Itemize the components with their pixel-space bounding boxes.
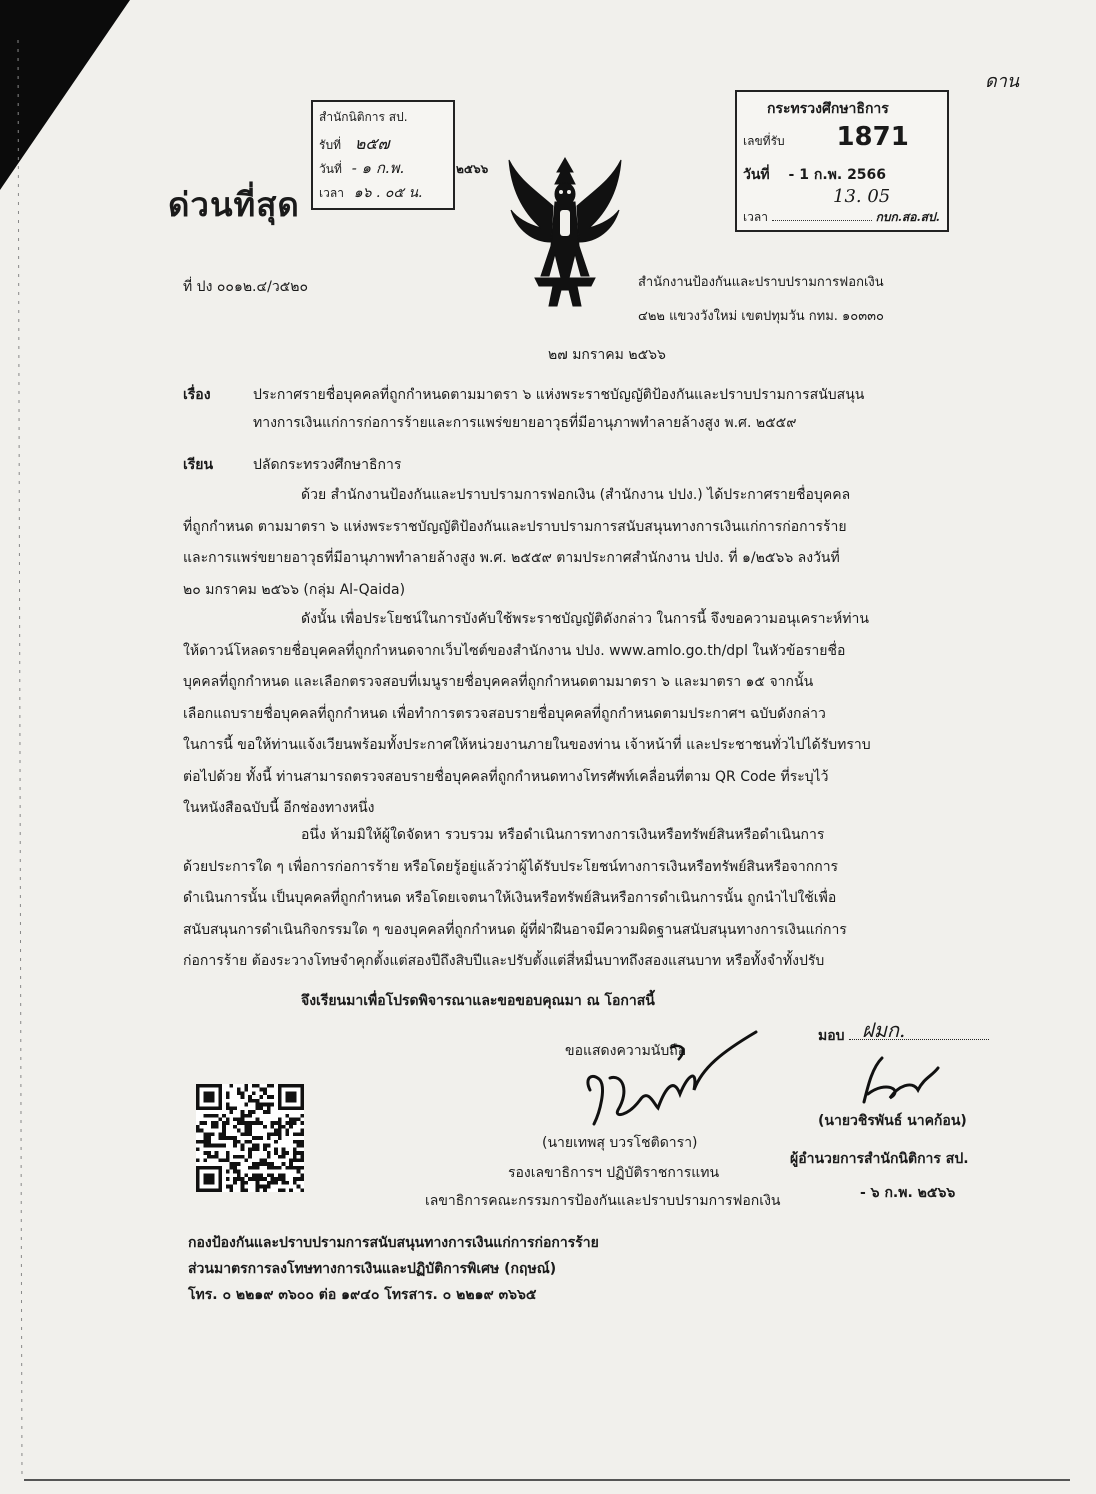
stamp-ministry-time-label: เวลา	[743, 210, 768, 224]
subject-line-2: ทางการเงินแก่การก่อการร้ายและการแพร่ขยายอาวุธที่มีอานุภาพทำลายล้างสูง พ.ศ. ๒๕๕๙	[253, 415, 797, 431]
paragraph-2-line: ต่อไปด้วย ทั้งนี้ ท่านสามารถตรวจสอบรายชื่อบุคคลที่ถูกกำหนดทางโทรศัพท์เคลื่อนที่ตาม QR Code ที่ระบุไว้	[183, 768, 829, 785]
signer-position-1: รองเลขาธิการฯ ปฏิบัติราชการแทน	[508, 1165, 720, 1181]
director-position: ผู้อำนวยการสำนักนิติการ สป.	[790, 1151, 969, 1167]
paragraph-2-line: ให้ดาวน์โหลดรายชื่อบุคคลที่ถูกกำหนดจากเว็บไซต์ของสำนักงาน ปปง. www.amlo.go.th/dpl ในหัวข้อรายชื่อ	[183, 642, 846, 659]
stamp-ministry-time-handwritten: 13. 05	[833, 186, 891, 207]
stamp-no-label: รับที่	[319, 138, 341, 152]
director-signature-image	[846, 1050, 946, 1110]
urgency-label: ด่วนที่สุด	[168, 185, 300, 224]
sender-address: ๔๒๒ แขวงวังใหม่ เขตปทุมวัน กทม. ๑๐๓๓๐	[638, 309, 884, 324]
stamp-no-value: ๒๕๗	[354, 134, 390, 153]
paragraph-2-line: บุคคลที่ถูกกำหนด และเลือกตรวจสอบที่เมนูรายชื่อบุคคลที่ถูกกำหนดตามมาตรา ๖ และมาตรา ๑๕ จากนั้น	[183, 674, 814, 690]
stamp-ministry-name: กระทรวงศึกษาธิการ	[767, 101, 889, 117]
assign-label-text: มอบ	[818, 1028, 845, 1044]
document-date: ๒๗ มกราคม ๒๕๖๖	[548, 347, 666, 363]
paragraph-1-line: ด้วย สำนักงานป้องกันและปราบปรามการฟอกเงิน (สำนักงาน ปปง.) ได้ประกาศรายชื่อบุคคล	[301, 487, 851, 503]
closing-line: จึงเรียนมาเพื่อโปรดพิจารณาและขอขอบคุณมา ณ โอกาสนี้	[301, 993, 655, 1009]
stamp-time-label: เวลา	[319, 186, 344, 200]
stamp-time-row	[319, 182, 423, 204]
stamp-date-value: - ๑ ก.พ.	[351, 159, 405, 177]
stamp-ministry-no-value: 1871	[836, 122, 909, 152]
year-fragment: ๒๕๖๖	[456, 162, 489, 176]
recipient-label: เรียน	[183, 457, 214, 473]
paragraph-1-line: และการแพร่ขยายอาวุธที่มีอานุภาพทำลายล้างสูง พ.ศ. ๒๕๕๙ ตามประกาศสำนักงาน ปปง. ที่ ๑/๒๕๖๖ ลงวันที่	[183, 550, 840, 566]
regards-text: ขอแสดงความนับถือ	[565, 1043, 687, 1059]
paragraph-2-line: เลือกแถบรายชื่อบุคคลที่ถูกกำหนด เพื่อทำการตรวจสอบรายชื่อบุคคลที่ถูกกำหนดตามประกาศฯ ฉบับดังกล่าว	[183, 705, 826, 722]
stamp-ministry-no-label: เลขที่รับ	[743, 134, 785, 148]
sender-address-block	[638, 266, 884, 334]
stamp-ministry-time-row	[743, 208, 941, 227]
paragraph-3-line: ดำเนินการนั้น เป็นบุคคลที่ถูกกำหนด หรือโดยเจตนาให้เงินหรือทรัพย์สินหรือการดำเนินการนั้น ถูกนำไปใช้เพื่อ	[183, 890, 837, 906]
subject-line-1: ประกาศรายชื่อบุคคลที่ถูกกำหนดตามมาตรา ๖ แห่งพระราชบัญญัติป้องกันและปราบปรามการสนับสนุน	[253, 387, 865, 403]
stamp-time-value: ๑๖ . ๐๕ น.	[353, 185, 423, 201]
paragraph-3-line: ก่อการร้าย ต้องระวางโทษจำคุกตั้งแต่สองปีถึงสิบปีและปรับตั้งแต่สี่หมื่นบาทถึงสองแสนบาท หรือทั้งจำทั้งปรับ	[183, 953, 825, 969]
stamp-ministry-date-row	[743, 164, 886, 186]
stamp-ministry-date-value: - 1 ก.พ. 2566	[788, 167, 887, 183]
stamp-no-row	[319, 132, 390, 157]
paragraph-1-line: ๒๐ มกราคม ๒๕๖๖ (กลุ่ม Al-Qaida)	[183, 581, 406, 598]
director-name: (นายวชิรพันธ์ นาคก้อน)	[818, 1113, 967, 1129]
stamp-ministry-dept: กบก.สอ.สป.	[875, 210, 940, 224]
signer-name: (นายเทพสุ บวรโชติดารา)	[542, 1135, 698, 1151]
paragraph-3	[183, 820, 847, 978]
office-received-stamp	[311, 100, 455, 210]
paragraph-2	[183, 604, 871, 825]
footer-division: กองป้องกันและปราบปรามการสนับสนุนทางการเงินแก่การก่อการร้าย	[188, 1235, 599, 1251]
qr-code-icon	[196, 1084, 304, 1192]
assign-handwritten: ฝมก.	[862, 1018, 906, 1042]
recipient-value: ปลัดกระทรวงศึกษาธิการ	[253, 457, 402, 473]
signature-image	[570, 1020, 770, 1130]
paragraph-2-line: ดังนั้น เพื่อประโยชน์ในการบังคับใช้พระราชบัญญัติดังกล่าว ในการนี้ จึงขอความอนุเคราะห์ท่าน	[301, 611, 869, 627]
stamp-date-row	[319, 156, 404, 180]
paragraph-1-line: ที่ถูกกำหนด ตามมาตรา ๖ แห่งพระราชบัญญัติป้องกันและปราบปรามการสนับสนุนทางการเงินแก่การก่อการร้าย	[183, 518, 847, 535]
footer-section: ส่วนมาตรการลงโทษทางการเงินและปฏิบัติการพิเศษ (กฤษณ์)	[188, 1261, 557, 1277]
director-date: - ๖ ก.พ. ๒๕๖๖	[860, 1185, 956, 1201]
paragraph-3-line: ด้วยประการใด ๆ เพื่อการก่อการร้าย หรือโดยรู้อยู่แล้วว่าผู้ได้รับประโยชน์ทางการเงินหรือทรัพย์สินหรือจากการ	[183, 858, 839, 875]
stamp-office-name: สำนักนิติการ สป.	[319, 110, 408, 124]
footer-contact: โทร. ๐ ๒๒๑๙ ๓๖๐๐ ต่อ ๑๙๔๐ โทรสาร. ๐ ๒๒๑๙ ๓๖๖๕	[188, 1287, 537, 1303]
paragraph-3-line: สนับสนุนการดำเนินกิจกรรมใด ๆ ของบุคคลที่ถูกกำหนด ผู้ที่ฝ่าฝืนอาจมีความผิดฐานสนับสนุนทางการเงินแก่การ	[183, 921, 847, 938]
garuda-emblem-icon	[505, 150, 625, 310]
paragraph-3-line: อนึ่ง ห้ามมิให้ผู้ใดจัดหา รวบรวม หรือดำเนินการทางการเงินหรือทรัพย์สินหรือดำเนินการ	[301, 827, 825, 843]
stamp-ministry-date-label: วันที่	[743, 167, 770, 183]
stamp-ministry-no-row	[743, 122, 909, 152]
ministry-received-stamp	[735, 90, 949, 232]
paragraph-2-line: ในการนี้ ขอให้ท่านแจ้งเวียนพร้อมทั้งประกาศให้หน่วยงานภายในของท่าน เจ้าหน้าที่ และประชาชนทั่วไปได้รับทราบ	[183, 737, 871, 753]
document-number: ที่ ปง ๐๐๑๒.๔/ว๕๒๐	[183, 279, 309, 295]
paragraph-2-line: ในหนังสือฉบับนี้ อีกช่องทางหนึ่ง	[183, 800, 375, 816]
subject-label: เรื่อง	[183, 387, 211, 403]
sender-office: สำนักงานป้องกันและปราบปรามการฟอกเงิน	[638, 275, 884, 290]
corner-handwritten-mark: ดาน	[985, 71, 1020, 92]
paragraph-1	[183, 480, 850, 606]
stamp-date-label: วันที่	[319, 162, 342, 176]
signer-position-2: เลขาธิการคณะกรรมการป้องกันและปราบปรามการฟอกเงิน	[425, 1193, 781, 1209]
